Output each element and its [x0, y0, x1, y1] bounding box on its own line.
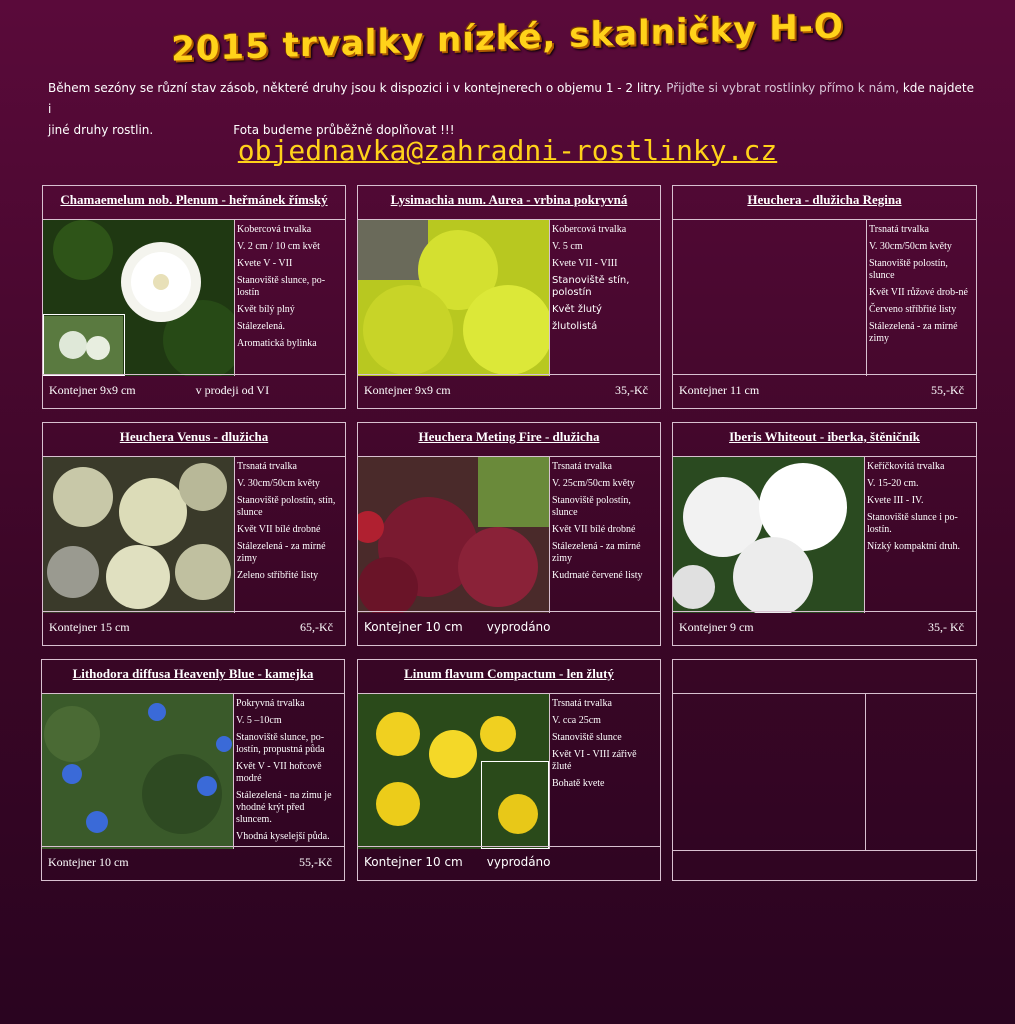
product-title: Heuchera Venus - dlužicha	[43, 423, 345, 457]
availability-note: vyprodáno	[486, 620, 551, 634]
info-line: Bohatě kvete	[552, 778, 605, 789]
iberis-photo	[673, 457, 865, 613]
container-size: Kontejner 10 cm	[364, 620, 463, 634]
product-photo	[42, 694, 234, 849]
product-photo	[43, 220, 235, 376]
info-line: V. 2 cm / 10 cm květ	[237, 241, 320, 252]
info-line: Stanoviště slunce, po-lostín	[237, 275, 326, 298]
info-line: Vhodná kyselejší půda.	[236, 831, 330, 842]
product-info	[869, 224, 972, 350]
product-card-lysimachia	[357, 185, 661, 409]
product-info	[237, 461, 341, 587]
product-card-lithodora	[41, 659, 345, 881]
info-line: Květ VII bílé drobné	[237, 524, 321, 535]
intro-text	[48, 78, 978, 141]
product-card-linum	[357, 659, 661, 881]
info-line: Květ bílý plný	[237, 304, 295, 315]
product-photo	[673, 457, 865, 613]
product-footer	[43, 611, 345, 645]
product-title: Linum flavum Compactum - len žlutý	[358, 660, 660, 694]
info-line: Stálezelená - za mírné zimy	[869, 321, 958, 344]
info-line: V. 5 cm	[552, 241, 583, 252]
email-link[interactable]: objednavka@zahradni-rostlinky.cz	[237, 134, 778, 167]
product-title: Lithodora diffusa Heavenly Blue - kamejka	[42, 660, 344, 694]
info-line: Kobercová trvalka	[237, 224, 312, 235]
product-photo	[43, 457, 235, 613]
intro-photo-note: Fota budeme průběžně doplňovat !!!	[233, 123, 455, 137]
chamomile-inset-photo	[43, 314, 125, 376]
price: 35,- Kč	[928, 620, 964, 634]
empty-card-header	[673, 660, 976, 694]
container-size: Kontejner 9 cm	[679, 620, 754, 634]
info-line: Stanoviště polostín, slunce	[552, 495, 631, 518]
product-info	[867, 461, 972, 558]
info-line: Keříčkovitá trvalka	[867, 461, 945, 472]
product-title: Chamaemelum nob. Plenum - heřmánek římský	[43, 186, 345, 220]
empty-card-divider	[865, 694, 866, 850]
availability-note: vyprodáno	[486, 855, 551, 869]
product-footer	[358, 374, 660, 408]
product-photo	[358, 220, 550, 376]
info-line: Stanoviště polostín, slunce	[869, 258, 948, 281]
info-line: Červeno stříbřité listy	[869, 304, 957, 315]
product-info	[236, 698, 340, 848]
info-line: Zeleno stříbřité listy	[237, 570, 319, 581]
heuchera-fire-photo	[358, 457, 550, 613]
info-line: Květ žlutý	[552, 304, 602, 315]
container-size: Kontejner 11 cm	[679, 383, 760, 397]
product-title: Heuchera Meting Fire - dlužicha	[358, 423, 660, 457]
product-title: Lysimachia num. Aurea - vrbina pokryvná	[358, 186, 660, 220]
info-line: Stanoviště slunce i po-lostín.	[867, 512, 958, 535]
info-line: Kvete V - VII	[237, 258, 293, 269]
info-line: Stálezelená - na zimu je vhodné krýt před sluncem.	[236, 790, 332, 825]
info-line: Stálezelená - za mírné zimy	[552, 541, 641, 564]
product-footer	[358, 846, 660, 880]
product-card-heuchera-regina	[672, 185, 977, 409]
page-title: 2015 trvalky nízké, skalničky H-O	[171, 6, 844, 70]
info-line: Kudrnaté červené listy	[552, 570, 643, 581]
product-card-chamaemelum	[42, 185, 346, 409]
info-line: V. 15-20 cm.	[867, 478, 919, 489]
info-line: Květ V - VII hořcově modré	[236, 761, 322, 784]
lithodora-photo	[42, 694, 234, 849]
container-size: Kontejner 9x9 cm	[364, 383, 451, 397]
product-footer	[42, 846, 344, 880]
info-line: Aromatická bylinka	[237, 338, 317, 349]
product-card-heuchera-melting-fire	[357, 422, 661, 646]
container-size: Kontejner 9x9 cm	[49, 383, 136, 397]
info-line: Stanoviště slunce, po-lostín, propustná půda	[236, 732, 325, 755]
empty-card-footer	[673, 850, 976, 880]
info-line: Trsnatá trvalka	[869, 224, 929, 235]
price: 55,-Kč	[299, 855, 332, 869]
info-line: Nízký kompaktní druh.	[867, 541, 961, 552]
product-info	[552, 461, 656, 587]
product-info	[237, 224, 341, 355]
product-photo-empty	[673, 220, 867, 376]
product-title: Heuchera - dlužicha Regina	[673, 186, 976, 220]
product-footer	[358, 611, 660, 645]
info-line: Pokryvná trvalka	[236, 698, 305, 709]
empty-card-placeholder	[672, 659, 977, 881]
info-line: Trsnatá trvalka	[237, 461, 297, 472]
intro-line-1: Během sezóny se různí stav zásob, některé druhy jsou k dispozici i v kontejnerech o objemu 1 - 2 litry.	[48, 81, 663, 95]
container-size: Kontejner 10 cm	[48, 855, 129, 869]
product-photo	[358, 457, 550, 613]
product-footer	[673, 374, 976, 408]
availability-note: v prodeji od VI	[195, 383, 270, 397]
product-photo	[358, 694, 550, 849]
heuchera-venus-photo	[43, 457, 235, 613]
product-title: Iberis Whiteout - iberka, štěničník	[673, 423, 976, 457]
lysimachia-photo	[358, 220, 550, 376]
info-line: V. 30cm/50cm květy	[869, 241, 952, 252]
price: 35,-Kč	[615, 383, 648, 397]
product-footer	[43, 374, 345, 408]
info-line: Květ VII růžové drob-né	[869, 287, 968, 298]
product-info	[552, 698, 656, 795]
linum-inset-photo	[481, 761, 549, 849]
info-line: Stálezelená - za mírné zimy	[237, 541, 326, 564]
info-line: Kvete VII - VIII	[552, 258, 618, 269]
info-line: Kvete III - IV.	[867, 495, 924, 506]
info-line: Kobercová trvalka	[552, 224, 627, 235]
info-line: V. cca 25cm	[552, 715, 601, 726]
container-size: Kontejner 10 cm	[364, 855, 463, 869]
info-line: V. 25cm/50cm květy	[552, 478, 635, 489]
info-line: Květ VII bílé drobné	[552, 524, 636, 535]
product-footer	[673, 611, 976, 645]
info-line: Stanoviště stín, polostín	[552, 275, 630, 298]
info-line: V. 5 –10cm	[236, 715, 282, 726]
price: 55,-Kč	[931, 383, 964, 397]
intro-line-2: jiné druhy rostlin.	[48, 123, 154, 137]
info-line: Stanoviště polostín, stín, slunce	[237, 495, 336, 518]
info-line: Stálezelená.	[237, 321, 286, 332]
intro-invite: Přijďte si vybrat rostlinky přímo k nám,	[662, 81, 900, 95]
container-size: Kontejner 15 cm	[49, 620, 130, 634]
price: 65,-Kč	[300, 620, 333, 634]
product-card-heuchera-venus	[42, 422, 346, 646]
product-card-iberis	[672, 422, 977, 646]
info-line: V. 30cm/50cm květy	[237, 478, 320, 489]
info-line: Květ VI - VIII zářivě žluté	[552, 749, 637, 772]
info-line: Stanoviště slunce	[552, 732, 622, 743]
intro-line-1-end: kde najdete i	[48, 81, 974, 116]
info-line: Trsnatá trvalka	[552, 461, 612, 472]
info-line: Trsnatá trvalka	[552, 698, 612, 709]
product-info	[552, 224, 656, 338]
info-line: žlutolistá	[552, 321, 598, 332]
